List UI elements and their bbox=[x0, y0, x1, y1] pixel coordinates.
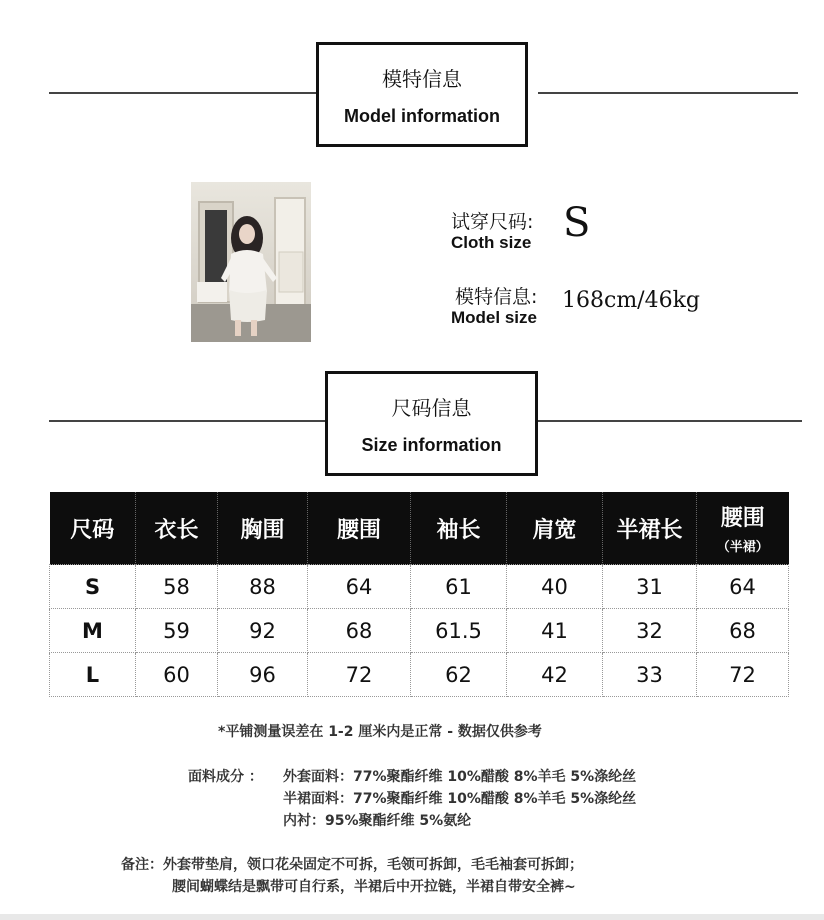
header-skirt-length: 半裙长 bbox=[603, 492, 697, 565]
size-info-title-zh: 尺码信息 bbox=[391, 395, 472, 420]
fabric-skirt: 半裙面料：77%聚酯纤维 10%醋酸 8%羊毛 5%涤纶丝 bbox=[283, 791, 637, 807]
cloth-size-label-en: Cloth size bbox=[451, 233, 532, 252]
size-table-header bbox=[50, 492, 789, 565]
model-size-label-en: Model size bbox=[451, 308, 537, 327]
cell-size: L bbox=[50, 653, 136, 697]
model-info-title-zh: 模特信息 bbox=[382, 66, 462, 91]
cell: 72 bbox=[697, 653, 789, 697]
header-size: 尺码 bbox=[50, 492, 136, 565]
model-info-title-box bbox=[316, 42, 528, 147]
size-info-title-en: Size information bbox=[361, 434, 502, 455]
divider-line bbox=[538, 92, 798, 94]
model-info-title-en: Model information bbox=[344, 105, 500, 126]
remark-line-2: 腰间蝴蝶结是飘带可自行系，半裙后中开拉链，半裙自带安全裤~ bbox=[172, 879, 576, 895]
table-row bbox=[50, 609, 789, 653]
cell-size: S bbox=[50, 565, 136, 609]
measure-note: *平铺测量误差在 1-2 厘米内是正常 - 数据仅供参考 bbox=[218, 724, 542, 740]
cell: 61 bbox=[411, 565, 507, 609]
header-bust: 胸围 bbox=[218, 492, 308, 565]
cell-size: M bbox=[50, 609, 136, 653]
size-table bbox=[49, 492, 789, 697]
model-size-label: 模特信息: Model size bbox=[451, 286, 538, 327]
cell: 68 bbox=[308, 609, 411, 653]
fabric-coat: 外套面料：77%聚酯纤维 10%醋酸 8%羊毛 5%涤纶丝 bbox=[283, 769, 637, 785]
cell: 60 bbox=[136, 653, 218, 697]
cell: 62 bbox=[411, 653, 507, 697]
model-size-value: 168cm/46kg bbox=[562, 288, 700, 313]
fabric-label: 面料成分 ： bbox=[188, 769, 263, 785]
cell: 68 bbox=[697, 609, 789, 653]
divider-line bbox=[538, 420, 802, 422]
cloth-size-label-zh: 试穿尺码 bbox=[451, 211, 528, 233]
header-waist: 腰围 bbox=[308, 492, 411, 565]
model-photo bbox=[191, 182, 311, 342]
header-length: 衣长 bbox=[136, 492, 218, 565]
cell: 61.5 bbox=[411, 609, 507, 653]
model-size-label-zh: 模特信息 bbox=[455, 286, 532, 308]
bottom-divider bbox=[0, 914, 824, 920]
cell: 88 bbox=[218, 565, 308, 609]
divider-line bbox=[49, 92, 317, 94]
cell: 96 bbox=[218, 653, 308, 697]
header-skirt-waist bbox=[697, 492, 789, 565]
cell: 32 bbox=[603, 609, 697, 653]
table-row bbox=[50, 653, 789, 697]
size-info-title-box bbox=[325, 371, 538, 476]
header-skirt-waist-label: 腰围 bbox=[720, 506, 765, 531]
table-row bbox=[50, 565, 789, 609]
cell: 72 bbox=[308, 653, 411, 697]
cloth-size-value: S bbox=[563, 200, 591, 246]
cell: 42 bbox=[507, 653, 603, 697]
header-sleeve: 袖长 bbox=[411, 492, 507, 565]
remark-line-1: 备注：外套带垫肩，领口花朵固定不可拆，毛领可拆卸，毛毛袖套可拆卸； bbox=[121, 857, 583, 873]
header-shoulder: 肩宽 bbox=[507, 492, 603, 565]
cell: 64 bbox=[308, 565, 411, 609]
cell: 92 bbox=[218, 609, 308, 653]
cell: 31 bbox=[603, 565, 697, 609]
cell: 40 bbox=[507, 565, 603, 609]
cell: 64 bbox=[697, 565, 789, 609]
divider-line bbox=[49, 420, 326, 422]
cell: 59 bbox=[136, 609, 218, 653]
cell: 58 bbox=[136, 565, 218, 609]
cloth-size-label: 试穿尺码: Cloth size bbox=[451, 211, 534, 252]
cell: 33 bbox=[603, 653, 697, 697]
fabric-lining: 内衬：95%聚酯纤维 5%氨纶 bbox=[283, 813, 472, 829]
header-skirt-waist-sub: （半裙） bbox=[716, 540, 769, 555]
cell: 41 bbox=[507, 609, 603, 653]
